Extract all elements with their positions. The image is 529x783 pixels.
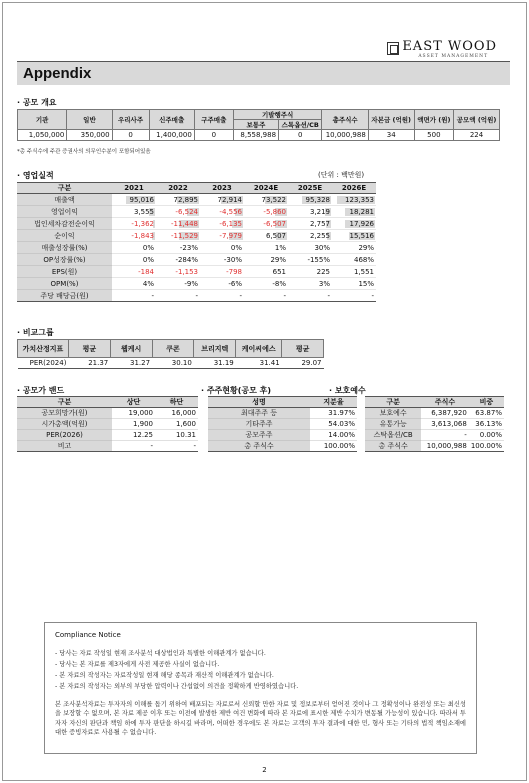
col-header: 지분율 <box>310 397 357 408</box>
cell-value: 0% <box>142 255 154 264</box>
table-cell <box>332 242 376 254</box>
table-cell <box>200 206 244 218</box>
table-cell: 54.03% <box>310 419 357 430</box>
cell-value: 3% <box>318 279 330 288</box>
col-header: 구분 <box>365 397 421 408</box>
logo-name: EAST WOOD <box>402 39 497 54</box>
table-row <box>17 430 198 441</box>
table-cell <box>288 230 332 242</box>
col-header: 기관 <box>18 110 67 130</box>
table-cell <box>244 266 288 278</box>
table-row <box>17 194 376 206</box>
col-header: 하단 <box>155 397 198 408</box>
table-cell <box>332 194 376 206</box>
col-header: 자본금 (억원) <box>368 110 414 130</box>
table-cell <box>332 266 376 278</box>
col-header: 2025E <box>288 183 332 194</box>
table-row <box>17 440 198 451</box>
compliance-item: - 본 자료의 작성자는 외부의 부당한 압력이나 간섭없이 의견을 정확하게 반영하였습니다. <box>55 683 299 690</box>
table-row <box>17 242 376 254</box>
row-label: 매출성장률(%) <box>17 242 112 254</box>
cell-value: -8% <box>272 279 286 288</box>
cell-value: 4% <box>142 279 154 288</box>
col-header: 공모액 (억원) <box>454 110 500 130</box>
table-row <box>18 130 500 141</box>
cell-value: 73,522 <box>261 195 286 204</box>
table-cell: 1,900 <box>112 419 155 430</box>
table-row <box>17 266 376 278</box>
compliance-notice <box>44 622 477 754</box>
col-header: 일반 <box>67 110 112 130</box>
cell-value: 3,555 <box>133 207 154 216</box>
cell-value: - <box>239 291 242 300</box>
overview-footnote: *총 주식수에 주관 증권사의 의무인수분이 포함되어있음 <box>17 149 151 155</box>
cell-value: 0% <box>142 243 154 252</box>
compliance-item: - 당사는 본 자료를 제3자에게 사전 제공한 사실이 없습니다. <box>55 661 220 668</box>
table-cell <box>244 218 288 230</box>
table-cell: 0.00% <box>469 430 504 441</box>
cell-value: -1,843 <box>131 231 154 240</box>
table-row <box>365 430 504 441</box>
shareholders-table <box>208 396 357 452</box>
cell-value: -798 <box>226 267 242 276</box>
cell-value: 95,328 <box>305 195 330 204</box>
row-label: 총 주식수 <box>208 441 310 452</box>
row-label: 영업이익 <box>17 206 112 218</box>
table-cell <box>332 218 376 230</box>
table-cell <box>200 278 244 290</box>
col-header: 신주매출 <box>149 110 194 130</box>
logo-mark-icon <box>387 42 399 55</box>
table-cell: 29.07 <box>282 358 324 369</box>
cell-value: -30% <box>223 255 242 264</box>
table-cell <box>112 194 156 206</box>
cell-value: -7,979 <box>219 231 242 240</box>
col-header: 총주식수 <box>322 110 368 130</box>
cell-value: -6,135 <box>219 219 242 228</box>
table-cell <box>332 290 376 302</box>
row-label: OP성장률(%) <box>17 254 112 266</box>
cell-value: -5,860 <box>263 207 286 216</box>
row-label: 공모주주 <box>208 430 310 441</box>
table-cell: 31.41 <box>236 358 282 369</box>
cell-value: 30% <box>314 243 330 252</box>
cell-value: -184 <box>138 267 154 276</box>
row-label: OPM(%) <box>17 278 112 290</box>
table-cell <box>112 254 156 266</box>
table-row <box>17 254 376 266</box>
table-cell: 1,400,000 <box>149 130 194 141</box>
table-cell <box>244 194 288 206</box>
cell-value: 6,507 <box>265 231 286 240</box>
cell-value: 29% <box>358 243 374 252</box>
table-cell <box>112 266 156 278</box>
table-cell: - <box>112 440 155 451</box>
table-cell: 19,000 <box>112 408 155 419</box>
table-cell: 3,613,068 <box>421 419 469 430</box>
cell-value: - <box>327 291 330 300</box>
col-header: 2023 <box>200 183 244 194</box>
performance-section-title: · 영업실적 <box>17 171 54 180</box>
table-cell <box>200 218 244 230</box>
table-cell <box>288 206 332 218</box>
cell-value: 3,219 <box>309 207 330 216</box>
table-cell: 350,000 <box>67 130 112 141</box>
cell-value: -284% <box>175 255 198 264</box>
table-cell <box>156 266 200 278</box>
row-label: 비고 <box>17 440 112 451</box>
cell-value: -4,556 <box>219 207 242 216</box>
col-header: 상단 <box>112 397 155 408</box>
cell-value: - <box>195 291 198 300</box>
col-header: 액면가 (원) <box>414 110 453 130</box>
table-cell <box>156 206 200 218</box>
table-cell: - <box>421 430 469 441</box>
table-row <box>208 430 357 441</box>
table-row <box>17 278 376 290</box>
cell-value: 123,353 <box>345 195 374 204</box>
row-label: 최대주주 등 <box>208 408 310 419</box>
col-header: 가치산정지표 <box>18 340 69 358</box>
col-header: 스톡옵션/CB <box>279 120 322 130</box>
overview-section-title: · 공모 개요 <box>17 98 57 107</box>
cell-value: 225 <box>316 267 330 276</box>
cell-value: -155% <box>307 255 330 264</box>
table-cell: PER(2024) <box>18 358 69 369</box>
cell-value: -1,362 <box>131 219 154 228</box>
row-label: 기타주주 <box>208 419 310 430</box>
cell-value: 0% <box>230 243 242 252</box>
table-row <box>17 218 376 230</box>
table-cell <box>200 194 244 206</box>
col-header: 보통주 <box>233 120 278 130</box>
protection-section-title: · 보호예수 <box>329 386 366 395</box>
table-cell: 10,000,988 <box>421 441 469 452</box>
table-cell: 10.31 <box>155 430 198 441</box>
cell-value: 15,516 <box>349 231 374 240</box>
table-row <box>17 419 198 430</box>
appendix-header <box>17 61 510 85</box>
table-cell: 31.97% <box>310 408 357 419</box>
table-cell <box>112 278 156 290</box>
table-cell: 31.19 <box>194 358 236 369</box>
table-cell <box>156 290 200 302</box>
col-header: 브리지텍 <box>194 340 236 358</box>
table-cell <box>244 254 288 266</box>
row-label: 공모희망가(원) <box>17 408 112 419</box>
table-cell <box>244 278 288 290</box>
page-number: 2 <box>262 766 267 774</box>
cell-value: 2,255 <box>309 231 330 240</box>
table-cell: 10,000,988 <box>322 130 368 141</box>
table-cell: 21.37 <box>68 358 110 369</box>
cell-value: 29% <box>270 255 286 264</box>
table-cell: 31.27 <box>110 358 152 369</box>
col-header: 쿠콘 <box>152 340 194 358</box>
table-cell <box>332 230 376 242</box>
table-cell <box>200 242 244 254</box>
table-cell <box>288 290 332 302</box>
table-cell <box>112 206 156 218</box>
table-cell: 8,558,988 <box>233 130 278 141</box>
table-cell: 224 <box>454 130 500 141</box>
col-header: 구분 <box>17 183 112 194</box>
table-cell: 100.00% <box>469 441 504 452</box>
col-header: 비중 <box>469 397 504 408</box>
col-header: 웹케시 <box>110 340 152 358</box>
table-cell: 36.13% <box>469 419 504 430</box>
table-cell <box>288 266 332 278</box>
table-cell <box>244 290 288 302</box>
table-cell: 6,387,920 <box>421 408 469 419</box>
col-header: 주식수 <box>421 397 469 408</box>
cell-value: -6,524 <box>175 207 198 216</box>
east-wood-logo <box>387 39 497 59</box>
table-row <box>208 441 357 452</box>
comparison-table <box>17 339 324 369</box>
cell-value: - <box>283 291 286 300</box>
table-cell <box>112 218 156 230</box>
table-cell <box>288 218 332 230</box>
col-header: 구분 <box>17 397 112 408</box>
table-cell <box>112 290 156 302</box>
cell-value: 15% <box>358 279 374 288</box>
col-header: 구주매출 <box>194 110 233 130</box>
cell-value: 1,551 <box>353 267 374 276</box>
table-cell <box>244 242 288 254</box>
table-cell <box>288 242 332 254</box>
cell-value: 1% <box>274 243 286 252</box>
table-cell: - <box>155 440 198 451</box>
table-cell: 30.10 <box>152 358 194 369</box>
col-header: 2022 <box>156 183 200 194</box>
cell-value: 18,281 <box>349 207 374 216</box>
cell-value: 72,895 <box>173 195 198 204</box>
table-row <box>208 408 357 419</box>
cell-value: -6,507 <box>263 219 286 228</box>
table-row <box>17 408 198 419</box>
table-cell <box>112 230 156 242</box>
table-cell <box>112 242 156 254</box>
compliance-item: - 당사는 자료 작성일 현재 조사분석 대상법인과 특별한 이해관계가 없습니다. <box>55 650 266 657</box>
table-cell: 14.00% <box>310 430 357 441</box>
table-cell <box>288 254 332 266</box>
table-cell: 1,050,000 <box>18 130 67 141</box>
table-cell: 0 <box>194 130 233 141</box>
row-label: PER(2026) <box>17 430 112 441</box>
table-row <box>365 441 504 452</box>
row-label: 유통가능 <box>365 419 421 430</box>
table-cell: 16,000 <box>155 408 198 419</box>
col-header: 2021 <box>112 183 156 194</box>
comparison-section-title: · 비교그룹 <box>17 328 54 337</box>
cell-value: 468% <box>353 255 374 264</box>
table-row <box>17 290 376 302</box>
col-header: 2026E <box>332 183 376 194</box>
col-header: 케이씨에스 <box>236 340 282 358</box>
cell-value: 651 <box>272 267 286 276</box>
table-cell <box>156 194 200 206</box>
cell-value: - <box>371 291 374 300</box>
row-label: 총 주식수 <box>365 441 421 452</box>
table-row <box>365 419 504 430</box>
price-band-section-title: · 공모가 밴드 <box>17 386 65 395</box>
table-cell <box>332 278 376 290</box>
row-label: 시가총액(억원) <box>17 419 112 430</box>
cell-value: 2,757 <box>309 219 330 228</box>
table-cell <box>332 254 376 266</box>
row-label: 순이익 <box>17 230 112 242</box>
col-header: 2024E <box>244 183 288 194</box>
table-row <box>208 419 357 430</box>
row-label: 스탁옵션/CB <box>365 430 421 441</box>
table-cell <box>156 218 200 230</box>
table-cell <box>244 230 288 242</box>
cell-value: 95,016 <box>129 195 154 204</box>
page-title: Appendix <box>23 65 92 82</box>
offering-overview-table <box>17 109 500 141</box>
cell-value: -11,529 <box>170 231 198 240</box>
table-cell <box>200 290 244 302</box>
logo-subtitle: ASSET MANAGEMENT <box>418 54 489 59</box>
row-label: 주당 배당금(원) <box>17 290 112 302</box>
table-cell <box>200 230 244 242</box>
lockup-table <box>365 396 504 452</box>
table-cell: 0 <box>112 130 149 141</box>
cell-value: -23% <box>179 243 198 252</box>
table-cell: 34 <box>368 130 414 141</box>
row-label: 법인세차감전순이익 <box>17 218 112 230</box>
table-cell <box>156 230 200 242</box>
compliance-title: Compliance Notice <box>55 631 121 639</box>
compliance-disclaimer: 본 조사분석자료는 투자자의 이해를 돕기 위하여 배포되는 자료로서 신뢰할 만한 자료 및 정보로부터 얻어진 것이나 그 정확성이나 완전성 또는 최신성을 보장할 수 없으며, 본 자료 제공 이후 또는 이전에 발생한 제반 여건 변화에 따라 본 자료에 표시한 제반 수치가 변동될 가능성이 있습니다. 따라서 투자자 자신의 판단과 책임 하에 투자 판단을 하시길 바라며, 어떠한 경우에도 본 자료는 고객의 투자 결과에 대한 민, 형사 또는 기타의 법적 책임소재에 대한 증빙자료로 사용될 수 없습니다. <box>55 701 466 736</box>
col-header: 평균 <box>68 340 110 358</box>
row-label: 보호예수 <box>365 408 421 419</box>
table-cell: 63.87% <box>469 408 504 419</box>
col-header: 평균 <box>282 340 324 358</box>
table-cell <box>288 194 332 206</box>
table-cell: 12.25 <box>112 430 155 441</box>
cell-value: -1,153 <box>175 267 198 276</box>
operating-results-table <box>17 182 376 302</box>
cell-value: -11,448 <box>170 219 198 228</box>
table-cell: 1,600 <box>155 419 198 430</box>
unit-label: (단위 : 백만원) <box>318 171 365 179</box>
table-row <box>17 230 376 242</box>
row-label: 매출액 <box>17 194 112 206</box>
cell-value: -9% <box>184 279 198 288</box>
row-label: EPS(원) <box>17 266 112 278</box>
table-row <box>365 408 504 419</box>
table-cell <box>156 254 200 266</box>
table-cell <box>200 254 244 266</box>
col-header: 우리사주 <box>112 110 149 130</box>
cell-value: -6% <box>228 279 242 288</box>
cell-value: 17,926 <box>349 219 374 228</box>
table-cell: 500 <box>414 130 453 141</box>
table-cell: 100.00% <box>310 441 357 452</box>
price-band-table <box>17 396 198 452</box>
table-cell <box>332 206 376 218</box>
table-cell: 0 <box>279 130 322 141</box>
table-cell <box>156 242 200 254</box>
cell-value: 72,914 <box>217 195 242 204</box>
table-row <box>18 358 324 369</box>
col-header: 성명 <box>208 397 310 408</box>
table-row <box>17 206 376 218</box>
table-cell <box>244 206 288 218</box>
holders-section-title: · 주주현황(공모 후) <box>201 386 272 395</box>
table-cell <box>156 278 200 290</box>
cell-value: - <box>151 291 154 300</box>
col-header: 기발행주식 <box>233 110 322 120</box>
table-cell <box>200 266 244 278</box>
compliance-item: - 본 자료의 작성자는 자료작성일 현재 해당 종목과 재산적 이해관계가 없습니다. <box>55 672 274 679</box>
table-cell <box>288 278 332 290</box>
